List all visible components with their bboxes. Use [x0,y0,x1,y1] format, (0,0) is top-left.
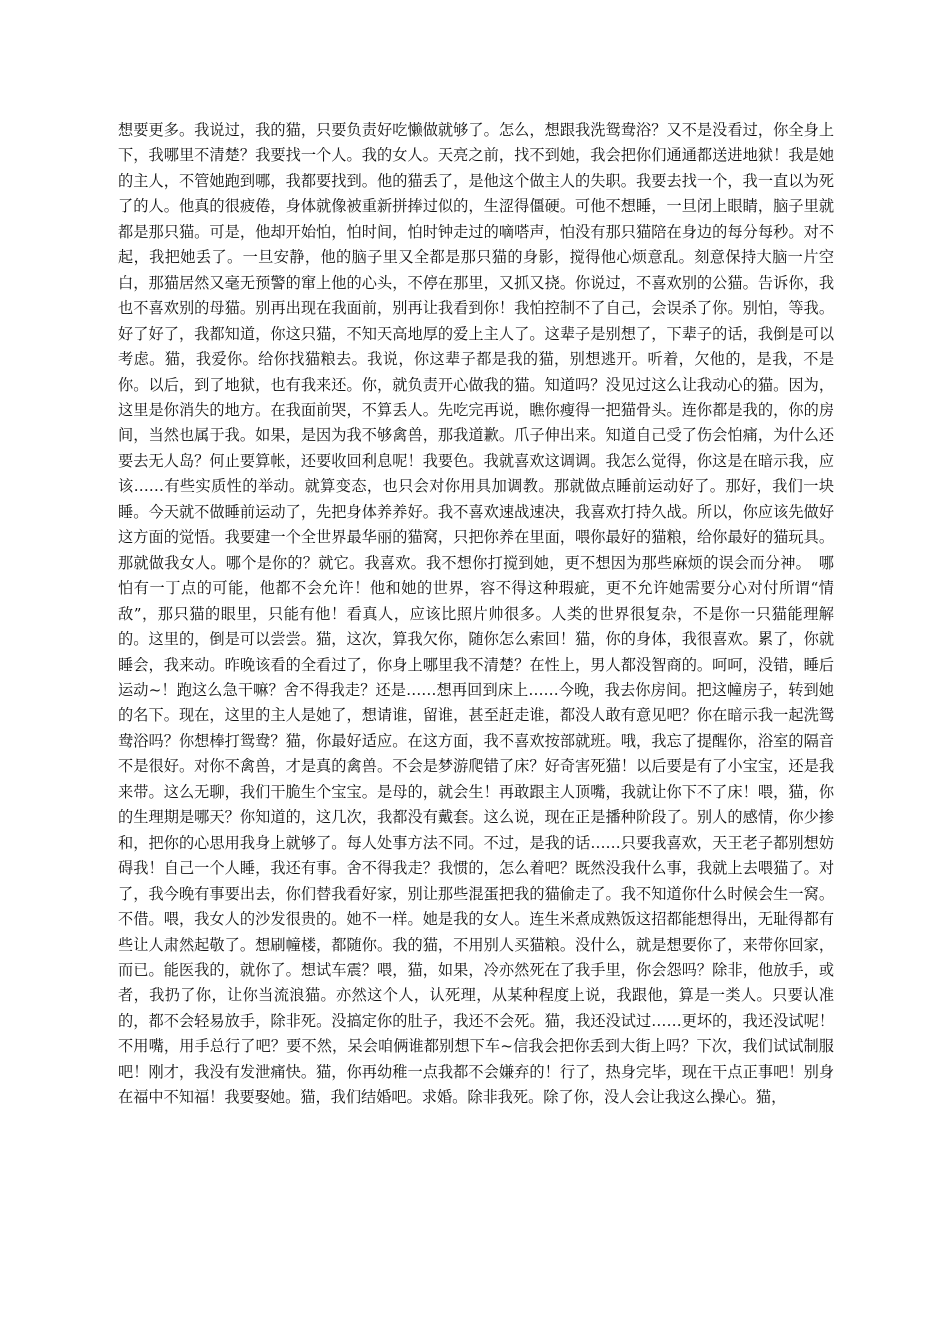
body-text: 想要更多。我说过，我的猫，只要负责好吃懒做就够了。怎么，想跟我洗鸳鸯浴？又不是没看过，你全身上下，我哪里不清楚？我要找一个人。我的女人。天亮之前，找不到她，我会把你们通通都送进地狱！我是她的主人，不管她跑到哪，我都要找到。他的猫丢了，是他这个做主人的失职。我要去找一个，我一直以为死了的人。他真的很疲倦，身体就像被重新拼捧过似的，生涩得僵硬。可他不想睡，一旦闭上眼睛，脑子里就都是那只猫。可是，他却开始怕，怕时间，怕时钟走过的嘀嗒声，怕没有那只猫陪在身边的每分每秒。对不起，我把她丢了。一旦安静，他的脑子里又全都是那只猫的身影，搅得他心烦意乱。刻意保持大脑一片空白，那猫居然又毫无预警的窜上他的心头，不停在那里，又抓又挠。你说过，不喜欢别的公猫。告诉你，我也不喜欢别的母猫。别再出现在我面前，别再让我看到你！我怕控制不了自己，会误杀了你。别怕，等我。好了好了，我都知道，你这只猫，不知天高地厚的爱上主人了。这辈子是别想了，下辈子的话，我倒是可以考虑。猫，我爱你。给你找猫粮去。我说，你这辈子都是我的猫，别想逃开。听着，欠他的，是我，不是你。以后，到了地狱，也有我来还。你，就负责开心做我的猫。知道吗？没见过这么让我动心的猫。因为，这里是你消失的地方。在我面前哭，不算丢人。先吃完再说，瞧你瘦得一把猫骨头。连你都是我的，你的房间，当然也属于我。如果，是因为我不够禽兽，那我道歉。爪子伸出来。知道自己受了伤会怕痛，为什么还要去无人岛？何止要算帐，还要收回利息呢！我要色。我就喜欢这调调。我怎么觉得，你这是在暗示我，应该……有些实质性的举动。就算变态，也只会对你用具加调教。那就做点睡前运动好了。那好，我们一块睡。今天就不做睡前运动了，先把身体养养好。我不喜欢速战速决，我喜欢打持久战。所以，你应该先做好这方面的觉悟。我要建一个全世界最华丽的猫窝，只把你养在里面，喂你最好的猫粮，给你最好的猫玩具。那就做我女人。哪个是你的？就它。我喜欢。我不想你打搅到她，更不想因为那些麻烦的误会而分神。 哪怕有一丁点的可能，他都不会允许！他和她的世界，容不得这种瑕疵，更不允许她需要分心对付所谓“情敌”，那只猫的眼里，只能有他！看真人，应该比照片帅很多。人类的世界很复杂，不是你一只猫能理解的。这里的，倒是可以尝尝。猫，这次，算我欠你，随你怎么索回！猫，你的身体，我很喜欢。累了，你就睡会，我来动。昨晚该看的全看过了，你身上哪里我不清楚？在性上，男人都没智商的。呵呵，没错，睡后运动~！跑这么急干嘛？舍不得我走？还是……想再回到床上……今晚，我去你房间。把这幢房子，转到她的名下。现在，这里的主人是她了，想请谁，留谁，甚至赶走谁，都没人敢有意见吧？你在暗示我一起洗鸳鸯浴吗？你想棒打鸳鸯？猫，你最好适应。在这方面，我不喜欢按部就班。哦，我忘了提醒你，浴室的隔音不是很好。对你不禽兽，才是真的禽兽。不会是梦游爬错了床？好奇害死猫！以后要是有了小宝宝，还是我来带。这么无聊，我们干脆生个宝宝。是母的，就会生！再敢跟主人顶嘴，我就让你下不了床！喂，猫，你的生理期是哪天？你知道的，这几次，我都没有戴套。这么说，现在正是播种阶段了。别人的感情，你少掺和，把你的心思用我身上就够了。每人处事方法不同。不过，是我的话……只要我喜欢，天王老子都别想妨碍我！自己一个人睡，我还有事。舍不得我走？我惯的，怎么着吧？既然没我什么事，我就上去喂猫了。对了，我今晚有事要出去，你们替我看好家，别让那些混蛋把我的猫偷走了。我不知道你什么时候会生一窝。不借。喂，我女人的沙发很贵的。她不一样。她是我的女人。连生米煮成熟饭这招都能想得出，无耻得都有些让人肃然起敬了。想刷幢楼，都随你。我的猫，不用别人买猫粮。没什么，就是想要你了，来带你回家，而已。能医我的，就你了。想试车震？喂，猫，如果，冷亦然死在了我手里，你会怨吗？除非，他放手，或者，我扔了你，让你当流浪猫。亦然这个人，认死理，从某种程度上说，我跟他，算是一类人。只要认准的，都不会轻易放手，除非死。没搞定你的肚子，我还不会死。猫，我还没试过……更坏的，我还没试呢！不用嘴，用手总行了吧？要不然，呆会咱俩谁都别想下车~信我会把你丢到大街上吗？下次，我们试试制服吧！刚才，我没有发泄痛快。猫，你再幼稚一点我都不会嫌弃的！行了，热身完毕，现在干点正事吧！别身在福中不知福！我要娶她。猫，我们结婚吧。求婚。除非我死。除了你，没人会让我这么操心。猫， [118,121,834,1107]
